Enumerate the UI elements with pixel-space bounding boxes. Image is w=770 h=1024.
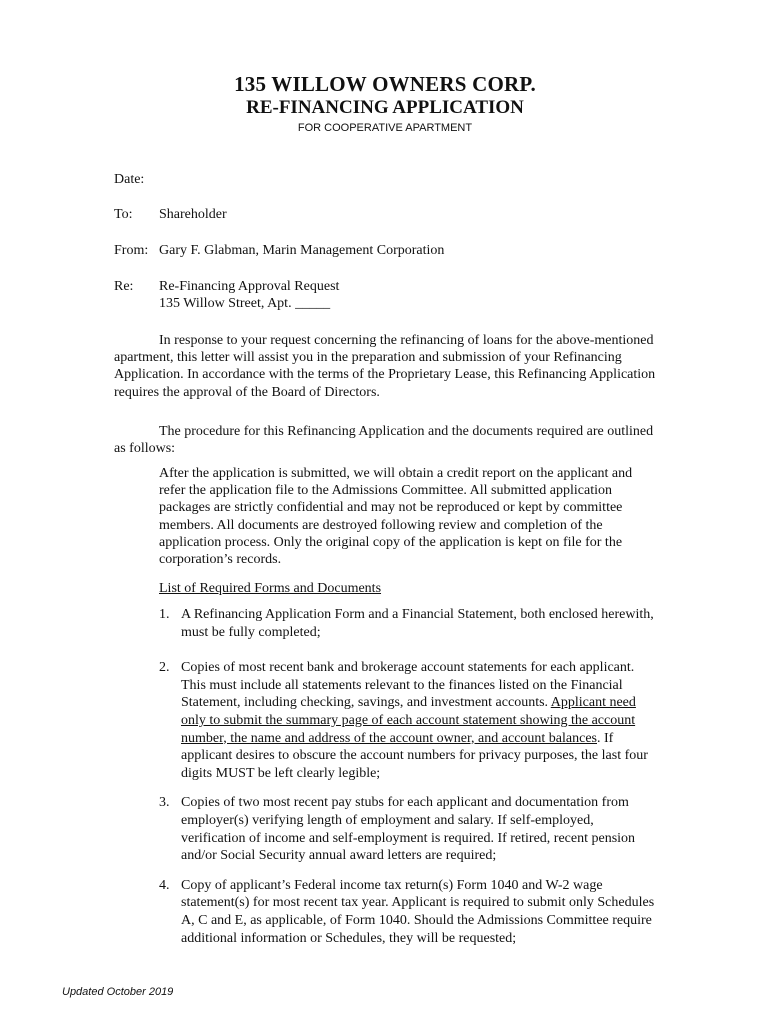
required-documents-list (159, 606, 659, 947)
document-caption: FOR COOPERATIVE APARTMENT (297, 122, 473, 134)
list-item-number: 1. (159, 607, 170, 622)
list-item (159, 794, 659, 864)
from-value: Gary F. Glabman, Marin Management Corporation (159, 243, 445, 258)
list-item-number: 4. (159, 877, 170, 893)
document-title: 135 WILLOW OWNERS CORP. (234, 72, 536, 96)
list-heading: List of Required Forms and Documents (159, 581, 382, 596)
list-item-underlined-text: Applicant need only to submit the summary page of each account statement showing the account number, the name and address of the account owner, and account balances (181, 695, 636, 746)
from-label: From: (114, 243, 149, 258)
application-process-paragraph: After the application is submitted, we will obtain a credit report on the applicant and refer the application file to the Admissions Committee. All submitted application packages are strictly confidential and may not be reproduced or kept by committee members. All documents are destroyed following review and completion of the application process. Only the original copy of the application is kept on file for the corporation’s records. (159, 466, 633, 568)
list-item (159, 606, 659, 641)
re-subject: Re-Financing Approval Request (159, 279, 340, 294)
re-label: Re: (114, 279, 134, 294)
list-item (159, 659, 659, 782)
list-item (159, 877, 659, 947)
list-item-number: 2. (159, 660, 170, 676)
procedure-paragraph-text: The procedure for this Refinancing Application and the documents required are outlined as follows: (114, 424, 654, 457)
footer-updated: Updated October 2019 (62, 986, 174, 998)
list-item-number: 3. (159, 795, 170, 811)
to-value: Shareholder (159, 207, 227, 222)
to-label: To: (114, 207, 133, 222)
list-item-text-continued: . If applicant desires to obscure the account numbers for privacy purposes, the last four digits MUST be left clearly legible; (181, 730, 648, 781)
intro-paragraph (114, 332, 659, 401)
list-item-text: Copies of most recent bank and brokerage account statements for each applicant. This must include all statements relevant to the finances listed on the Financial Statement, including checking, savings, and investment accounts. (181, 660, 635, 711)
procedure-paragraph (114, 423, 659, 457)
list-item-text: A Refinancing Application Form and a Financial Statement, both enclosed herewith, must be fully completed; (181, 607, 654, 640)
re-address: 135 Willow Street, Apt. _____ (159, 296, 331, 311)
intro-paragraph-text: In response to your request concerning the refinancing of loans for the above-mentioned apartment, this letter will assist you in the preparation and submission of your Refinancing Application. In accordance with the terms of the Proprietary Lease, this Refinancing Application requires the approval of the Board of Directors. (114, 333, 656, 400)
date-label: Date: (114, 172, 145, 187)
document-subtitle: RE-FINANCING APPLICATION (246, 97, 524, 118)
list-item-text: Copies of two most recent pay stubs for each applicant and documentation from employer(s) verifying length of employment and salary. If self-employed, verification of income and self-employment is required. If retired, recent pension and/or Social Security annual award letters are required; (181, 795, 636, 864)
list-item-text: Copy of applicant’s Federal income tax return(s) Form 1040 and W-2 wage statement(s) for most recent tax year. Applicant is required to submit only Schedules A, C and E, as applicable, of Form 1040. Should the Admissions Committee require additional information or Schedules, they will be requested; (181, 877, 655, 946)
